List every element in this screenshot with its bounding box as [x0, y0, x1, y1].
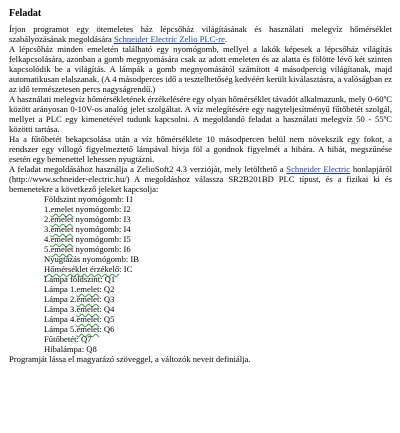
- document-page: [9, 8, 392, 364]
- io-text: 5.: [44, 244, 51, 254]
- io-text: : Q4: [99, 304, 115, 314]
- io-text: nyomógomb: I4: [73, 224, 131, 234]
- io-text: Lámpa 3.: [44, 304, 77, 314]
- io-item-lamp-floor4: [9, 314, 392, 324]
- io-item-fault-lamp: [9, 344, 392, 354]
- io-text: nyomógomb: I6: [73, 244, 131, 254]
- io-text: : Q6: [99, 324, 115, 334]
- io-text: Lámpa földszint: Q1: [44, 274, 116, 284]
- io-item-floor4-button: [9, 234, 392, 244]
- io-text: 1.: [44, 204, 51, 214]
- paragraph-software: [9, 164, 392, 194]
- io-text: nyomógomb: I5: [73, 234, 131, 244]
- paragraph-stairwell: A lépcsőház minden emeletén található egy nyomógomb, mellyel a lakók képesek a lépcsőház világítás felkapcsolására, azonban a gomb megnyomására csak az adott emeleten és az alatta és fölötte lévő két szinten kapcsolódik be a világítás. A lámpák a gomb megnyomásától számított 4 másodpercig világítanak, majd automatikusan elalszanak. (A 4 másodperces idő a tesztelhetőség kedvéért került kiválasztásra, a valóságban ez az idő természetesen percs nagyságrendű.): [9, 44, 392, 94]
- io-item-temp-sensor: [9, 264, 392, 274]
- io-text: Lámpa 1.: [44, 284, 77, 294]
- zelio-plc-link[interactable]: Schneider Electric Zelio PLC-re: [113, 34, 225, 44]
- io-spellcheck-word: emelet: [76, 284, 100, 294]
- io-text: : IC: [119, 264, 133, 274]
- io-item-lamp-floor5: [9, 324, 392, 334]
- io-spellcheck-word: emelet: [50, 214, 74, 224]
- io-text: nyomógomb: I2: [73, 204, 131, 214]
- io-item-lamp-floor2: [9, 294, 392, 304]
- software-text: A feladat megoldásához használja a ZelioSoft2 4.3 verzióját, mely letölthető a: [9, 164, 287, 174]
- paragraph-heater-fault: Ha a fűtőbetét bekapcsolása után a víz hőmérséklete 10 másodpercen belül nem növekszik egy fokot, a rendszer egy villogó figyelmeztető lámpával hívja föl a gondnok figyelmét a hibára. A hibát, megszűnése esetén egy bemenettel lehessen nyugtázni.: [9, 134, 392, 164]
- intro-text: Írjon programot egy ötemeletes ház lépcsőház világításának és használati melegvíz hőmérséklet szabályozásának megoldására: [9, 24, 392, 44]
- io-item-ack-button: [9, 254, 392, 264]
- paragraph-intro: [9, 24, 392, 44]
- io-text: Hibalámpa: Q8: [44, 344, 97, 354]
- software-text-end: honlapjáról (http://www.schneider-electric.hu/) A megoldáshoz válassza SR2B201BD PLC típust, és a fizikai ki és bemenetekre a következő jeleket kapcsolja:: [9, 164, 392, 194]
- io-spellcheck-word: Hőmérséklet érzékelő: [44, 264, 120, 274]
- io-text: nyomógomb: I3: [73, 214, 131, 224]
- io-spellcheck-word: emelet: [50, 244, 74, 254]
- io-item-floor3-button: [9, 224, 392, 234]
- schneider-electric-link[interactable]: Schneider Electric: [286, 164, 351, 174]
- io-item-floor5-button: [9, 244, 392, 254]
- io-item-floor2-button: [9, 214, 392, 224]
- paragraph-closing: Programját lássa el magyarázó szöveggel, a változók neveit definiálja.: [9, 354, 251, 364]
- paragraph-hot-water: A használati melegvíz hőmérsékletének érzékelésére egy olyan hőmérséklet távadót alkalmazunk, mely 0-60ºC között arányosan 0-10V-os analóg jelet szolgáltat. A víz melegítésére egy nagyteljesítményű fűtőbetét szolgál, mellyet a PLC egy kimenetével tudunk kapcsolni. A megoldandó feladat a használati melegvíz 50 - 55ºC közötti tartása.: [9, 94, 392, 134]
- io-item-lamp-floor1: [9, 284, 392, 294]
- io-spellcheck-word: emelet: [76, 324, 100, 334]
- io-spellcheck-word: emelet: [76, 304, 100, 314]
- io-spellcheck-word: emelet: [76, 294, 100, 304]
- io-spellcheck-word: emelet: [76, 314, 100, 324]
- io-text: Nyugtázás nyomógomb: IB: [44, 254, 139, 264]
- io-item-ground-button: [9, 194, 392, 204]
- io-text: 2.: [44, 214, 51, 224]
- io-spellcheck-word: emelet: [50, 224, 74, 234]
- io-text: Fűtőbetét: Q7: [44, 334, 92, 344]
- io-text: Lámpa 2.: [44, 294, 77, 304]
- io-spellcheck-word: emelet: [50, 204, 74, 214]
- document-title: Feladat: [9, 8, 42, 19]
- io-text: : Q2: [99, 284, 115, 294]
- io-text: Földszint nyomógomb: I1: [44, 194, 134, 204]
- io-item-floor1-button: [9, 204, 392, 214]
- io-text: : Q5: [99, 314, 115, 324]
- io-item-lamp-ground: [9, 274, 392, 284]
- io-text: 3.: [44, 224, 51, 234]
- io-text: Lámpa 5.: [44, 324, 77, 334]
- io-text: 4.: [44, 234, 51, 244]
- io-text: : Q3: [99, 294, 115, 304]
- io-spellcheck-word: emelet: [50, 234, 74, 244]
- io-assignment-list: [9, 194, 392, 354]
- io-item-lamp-floor3: [9, 304, 392, 314]
- intro-end: .: [224, 34, 228, 44]
- io-text: Lámpa 4.: [44, 314, 77, 324]
- io-item-heater: [9, 334, 392, 344]
